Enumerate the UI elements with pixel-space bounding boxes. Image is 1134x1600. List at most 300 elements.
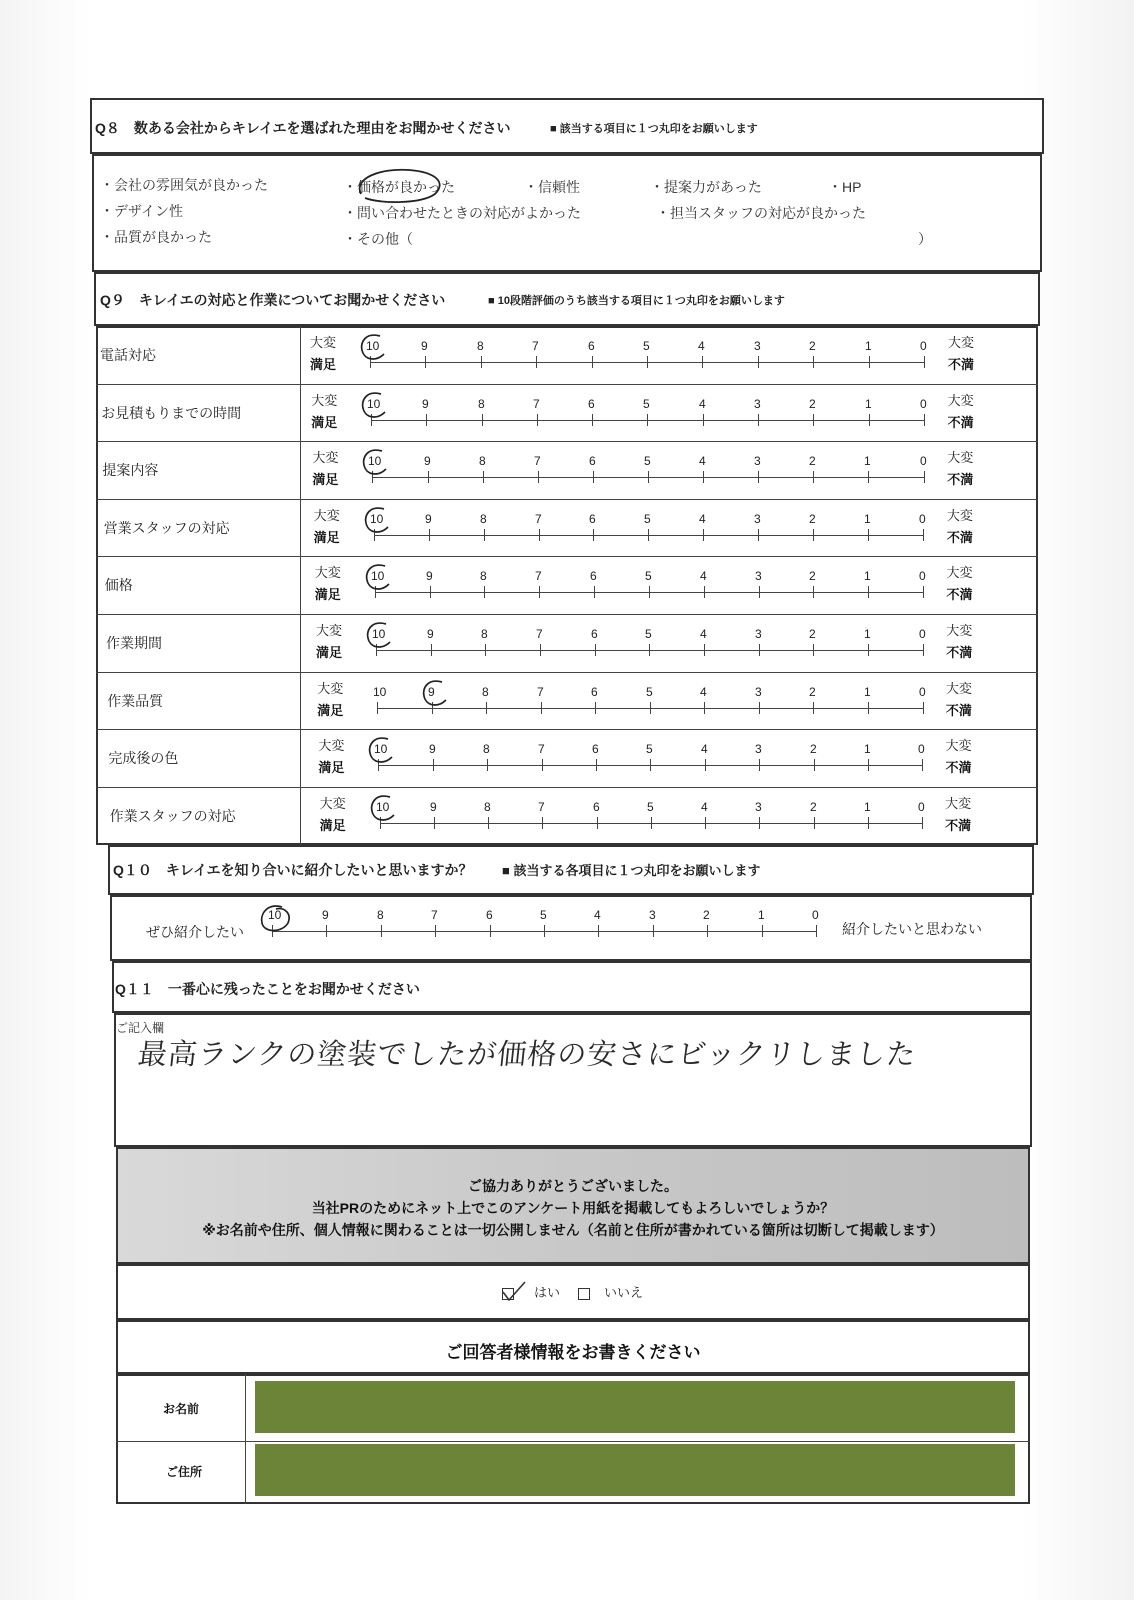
q9-scale-label: 0 xyxy=(919,627,926,641)
q9-scale-tick xyxy=(758,471,759,483)
q9-scale-tick xyxy=(923,702,924,714)
q9-scale-tick xyxy=(592,356,593,368)
q9-row-divider xyxy=(96,787,1038,788)
q9-scale-label: 6 xyxy=(588,397,595,411)
q9-scale-label: 6 xyxy=(590,569,597,583)
q9-right-bottom: 不満 xyxy=(945,703,972,718)
q9-scale-label: 1 xyxy=(864,685,871,699)
q9-scale-tick xyxy=(484,586,485,598)
q9-scale-tick xyxy=(374,529,375,541)
q9-scale-label: 3 xyxy=(755,742,762,756)
q9-row-divider xyxy=(96,384,1038,385)
q9-row-divider xyxy=(96,672,1038,673)
q9-scale-tick xyxy=(541,702,542,714)
q9-scale-label: 7 xyxy=(534,454,541,468)
q9-scale-tick xyxy=(648,471,649,483)
q9-scale-tick xyxy=(542,759,543,771)
q10-scale-tick xyxy=(381,925,382,937)
q9-row-divider xyxy=(96,614,1038,615)
q10-scale-tick xyxy=(707,925,708,937)
q10-scale-tick xyxy=(272,925,273,937)
q8-option[interactable]: ・担当スタッフの対応が良かった xyxy=(656,205,866,221)
q9-left-bottom: 満足 xyxy=(310,357,337,372)
thanks-line1: ご協力ありがとうございました。 xyxy=(468,1178,678,1194)
q8-option[interactable]: ・HP xyxy=(828,179,862,195)
q9-right-top: 大変 xyxy=(947,450,974,465)
q9-right-top: 大変 xyxy=(945,681,972,696)
q9-scale-tick xyxy=(813,471,814,483)
thanks-line3: ※お名前や住所、個人情報に関わることは一切公開しません（名前と住所が書かれている箇所は切断して掲載します） xyxy=(202,1222,944,1238)
q9-note: ■ 10段階評価のうち該当する項目に１つ丸印をお願いします xyxy=(488,295,785,307)
q9-right-bottom: 不満 xyxy=(948,357,975,372)
q9-scale-label: 0 xyxy=(920,454,927,468)
q9-scale-label: 8 xyxy=(483,742,490,756)
address-label: ご住所 xyxy=(166,1465,203,1479)
q9-scale-tick xyxy=(924,356,925,368)
q9-scale-tick xyxy=(431,644,432,656)
q9-scale-tick xyxy=(484,529,485,541)
q9-scale-tick xyxy=(647,356,648,368)
q9-left-top: 大変 xyxy=(314,565,341,580)
q9-scale-tick xyxy=(924,414,925,426)
q9-row-label: 作業品質 xyxy=(107,693,164,709)
q9-scale-label: 9 xyxy=(422,397,429,411)
q9-scale-tick xyxy=(702,356,703,368)
respondent-divider-v xyxy=(245,1374,246,1504)
q10-scale-tick xyxy=(762,925,763,937)
q9-left-bottom: 満足 xyxy=(318,760,345,775)
q9-scale-tick xyxy=(650,702,651,714)
q9-scale-label: 6 xyxy=(588,339,595,353)
q9-right-bottom: 不満 xyxy=(946,530,973,545)
respondent-divider-h xyxy=(116,1441,1030,1442)
q9-scale-tick xyxy=(924,471,925,483)
q9-scale-label: 6 xyxy=(589,454,596,468)
q9-right-top: 大変 xyxy=(946,623,973,638)
q10-title: Q１０ キレイエを知り合いに紹介したいと思いますか？ xyxy=(113,862,473,878)
q9-scale-tick xyxy=(433,759,434,771)
consent-no-checkbox[interactable] xyxy=(578,1288,590,1300)
q9-rating-table xyxy=(96,326,1038,845)
q9-scale-tick xyxy=(922,759,923,771)
q9-scale-label: 6 xyxy=(591,627,598,641)
q9-scale-tick xyxy=(595,702,596,714)
q9-right-bottom: 不満 xyxy=(946,587,973,602)
q9-scale-tick xyxy=(488,817,489,829)
q9-scale-label: 1 xyxy=(864,742,871,756)
q9-scale-tick xyxy=(758,414,759,426)
q9-scale-tick xyxy=(814,817,815,829)
q9-scale-label: 9 xyxy=(429,742,436,756)
q8-title: Q８ 数ある会社からキレイエを選ばれた理由をお聞かせください xyxy=(95,120,511,136)
q9-row-divider xyxy=(96,499,1038,500)
q9-left-top: 大変 xyxy=(311,393,338,408)
q9-scale-label: 2 xyxy=(809,569,816,583)
q9-right-top: 大変 xyxy=(945,738,972,753)
q9-row-divider xyxy=(96,729,1038,730)
q9-row-label: お見積もりまでの時間 xyxy=(101,405,242,421)
q9-left-top: 大変 xyxy=(318,738,345,753)
q9-scale-label: 1 xyxy=(865,397,872,411)
q9-scale-tick xyxy=(592,414,593,426)
q9-right-bottom: 不満 xyxy=(945,760,972,775)
q9-scale-label: 10 xyxy=(376,800,390,814)
q9-scale-tick xyxy=(759,586,760,598)
q9-left-bottom: 満足 xyxy=(312,472,339,487)
q9-scale-tick xyxy=(370,356,371,368)
q9-right-bottom: 不満 xyxy=(946,645,973,660)
q10-scale-label: 3 xyxy=(649,908,656,922)
q9-label-divider xyxy=(300,326,301,845)
q9-scale-tick xyxy=(539,586,540,598)
q9-scale-label: 1 xyxy=(864,512,871,526)
q9-scale-tick xyxy=(758,529,759,541)
q11-answer-box xyxy=(114,1013,1032,1147)
q9-scale-tick xyxy=(868,471,869,483)
q10-scale-label: 10 xyxy=(268,908,282,922)
q8-option[interactable]: ・価格が良かった xyxy=(343,179,455,195)
q9-row-divider xyxy=(96,441,1038,442)
q9-row-label: 完成後の色 xyxy=(108,750,179,766)
q9-scale-label: 5 xyxy=(643,339,650,353)
q9-scale-label: 0 xyxy=(919,512,926,526)
q9-scale-label: 1 xyxy=(864,569,871,583)
q9-scale-tick xyxy=(430,586,431,598)
q9-right-top: 大変 xyxy=(947,393,974,408)
q9-scale-label: 2 xyxy=(809,512,816,526)
q9-scale-tick xyxy=(432,702,433,714)
q9-scale-tick xyxy=(375,586,376,598)
q9-scale-tick xyxy=(923,644,924,656)
q9-scale-tick xyxy=(487,759,488,771)
q9-scale-label: 9 xyxy=(427,627,434,641)
q8-option[interactable]: ・デザイン性 xyxy=(100,203,184,219)
q9-scale-label: 3 xyxy=(755,569,762,583)
q9-scale-label: 9 xyxy=(430,800,437,814)
q9-scale-label: 3 xyxy=(754,397,761,411)
q9-scale-label: 6 xyxy=(591,685,598,699)
q9-scale-tick xyxy=(649,644,650,656)
q8-option[interactable]: ） xyxy=(918,231,932,247)
q9-scale-tick xyxy=(813,702,814,714)
q9-scale-label: 10 xyxy=(366,339,380,353)
q9-scale-tick xyxy=(483,471,484,483)
q9-scale-label: 2 xyxy=(810,800,817,814)
q9-scale-tick xyxy=(425,356,426,368)
q9-scale-label: 8 xyxy=(482,685,489,699)
q9-scale-tick xyxy=(813,414,814,426)
q10-scale-tick xyxy=(653,925,654,937)
q10-note: ■ 該当する各項目に１つ丸印をお願いします xyxy=(502,863,761,878)
q9-scale-tick xyxy=(540,644,541,656)
q9-left-bottom: 満足 xyxy=(313,530,340,545)
q9-left-top: 大変 xyxy=(317,681,344,696)
q9-scale-label: 8 xyxy=(481,627,488,641)
q10-scale-label: 5 xyxy=(540,908,547,922)
q9-scale-tick xyxy=(759,759,760,771)
q9-scale-label: 7 xyxy=(533,397,540,411)
q9-scale-label: 10 xyxy=(373,685,387,699)
q9-scale-label: 2 xyxy=(810,742,817,756)
q10-scale-label: 4 xyxy=(594,908,601,922)
q9-scale-label: 9 xyxy=(428,685,435,699)
q9-scale-label: 1 xyxy=(864,454,871,468)
q9-left-top: 大変 xyxy=(319,796,346,811)
q9-scale-label: 6 xyxy=(589,512,596,526)
q9-scale-label: 3 xyxy=(754,512,761,526)
q9-scale-label: 4 xyxy=(699,454,706,468)
q9-scale-tick xyxy=(704,586,705,598)
q9-scale-label: 4 xyxy=(699,512,706,526)
q10-scale-tick xyxy=(816,925,817,937)
q9-scale-label: 10 xyxy=(367,397,381,411)
q8-option[interactable]: ・信頼性 xyxy=(524,179,580,195)
q9-scale-tick xyxy=(923,529,924,541)
q9-scale-label: 5 xyxy=(644,512,651,526)
q9-scale-label: 4 xyxy=(701,800,708,814)
q9-scale-label: 0 xyxy=(919,569,926,583)
consent-no-label: いいえ xyxy=(604,1285,644,1300)
q9-scale-tick xyxy=(703,471,704,483)
q10-scale-label: 2 xyxy=(703,908,710,922)
q10-scale-tick xyxy=(326,925,327,937)
q9-scale-tick xyxy=(377,702,378,714)
q9-scale-tick xyxy=(813,586,814,598)
name-label: お名前 xyxy=(163,1402,200,1416)
q9-scale-label: 7 xyxy=(535,569,542,583)
q9-scale-label: 2 xyxy=(809,454,816,468)
q9-scale-tick xyxy=(868,586,869,598)
q9-right-top: 大変 xyxy=(946,508,973,523)
q9-scale-tick xyxy=(758,356,759,368)
q9-scale-label: 7 xyxy=(538,742,545,756)
q9-scale-tick xyxy=(482,414,483,426)
q8-option[interactable]: ・問い合わせたときの対応がよかった xyxy=(343,205,581,221)
q9-scale-tick xyxy=(542,817,543,829)
q9-scale-label: 4 xyxy=(700,627,707,641)
q9-scale-tick xyxy=(595,644,596,656)
q9-scale-tick xyxy=(380,817,381,829)
q9-scale-label: 10 xyxy=(374,742,388,756)
q9-scale-label: 4 xyxy=(701,742,708,756)
q9-scale-tick xyxy=(759,702,760,714)
q9-scale-label: 6 xyxy=(593,800,600,814)
q9-scale-tick xyxy=(536,356,537,368)
q9-scale-tick xyxy=(481,356,482,368)
q9-right-bottom: 不満 xyxy=(945,818,972,833)
q9-scale-label: 5 xyxy=(644,454,651,468)
q9-scale-tick xyxy=(705,817,706,829)
q9-scale-tick xyxy=(428,471,429,483)
address-redaction xyxy=(255,1444,1015,1496)
q9-scale-label: 1 xyxy=(865,339,872,353)
q9-left-bottom: 満足 xyxy=(317,703,344,718)
consent-box xyxy=(116,1264,1030,1320)
q9-scale-tick xyxy=(869,356,870,368)
q9-scale-tick xyxy=(485,644,486,656)
q9-left-bottom: 満足 xyxy=(314,587,341,602)
q9-scale-label: 3 xyxy=(755,685,762,699)
q9-scale-label: 4 xyxy=(699,397,706,411)
q10-scale-label: 8 xyxy=(377,908,384,922)
q9-scale-tick xyxy=(651,817,652,829)
q10-scale-label: 7 xyxy=(431,908,438,922)
q9-row-label: 営業スタッフの対応 xyxy=(103,520,230,536)
q9-scale-label: 2 xyxy=(809,627,816,641)
q9-scale-tick xyxy=(538,471,539,483)
q9-right-top: 大変 xyxy=(946,565,973,580)
q9-scale-label: 8 xyxy=(478,397,485,411)
q9-scale-label: 3 xyxy=(754,454,761,468)
q9-scale-tick xyxy=(486,702,487,714)
q10-scale-label: 6 xyxy=(486,908,493,922)
q9-scale-label: 9 xyxy=(421,339,428,353)
q9-scale-label: 8 xyxy=(477,339,484,353)
q9-scale-tick xyxy=(923,586,924,598)
q9-left-top: 大変 xyxy=(313,508,340,523)
q9-scale-label: 9 xyxy=(426,569,433,583)
q10-scale-tick xyxy=(544,925,545,937)
q9-scale-label: 7 xyxy=(538,800,545,814)
q9-scale-tick xyxy=(705,759,706,771)
q9-scale-tick xyxy=(868,702,869,714)
q9-scale-label: 9 xyxy=(424,454,431,468)
q9-scale-label: 4 xyxy=(698,339,705,353)
q8-option[interactable]: ・提案力があった xyxy=(650,179,762,195)
q9-scale-tick xyxy=(868,759,869,771)
respondent-title: ご回答者様情報をお書きください xyxy=(445,1343,701,1362)
q9-right-top: 大変 xyxy=(948,335,975,350)
consent-yes-label: はい xyxy=(534,1285,561,1300)
q9-scale-tick xyxy=(596,759,597,771)
q11-title: Q１１ 一番心に残ったことをお聞かせください xyxy=(115,981,420,997)
q9-scale-tick xyxy=(426,414,427,426)
q9-scale-tick xyxy=(539,529,540,541)
q8-option[interactable]: ・その他（ xyxy=(343,231,413,247)
q11-handwritten-answer: 最高ランクの塗装でしたが価格の安さにビックリしました xyxy=(136,1037,919,1071)
q10-scale-tick xyxy=(490,925,491,937)
q9-scale-label: 7 xyxy=(536,627,543,641)
q9-scale-label: 2 xyxy=(809,339,816,353)
q9-scale-label: 4 xyxy=(700,569,707,583)
q10-scale-tick xyxy=(598,925,599,937)
q9-scale-tick xyxy=(593,471,594,483)
q9-scale-label: 10 xyxy=(368,454,382,468)
q9-scale-tick xyxy=(537,414,538,426)
q9-scale-tick xyxy=(371,414,372,426)
q9-scale-label: 10 xyxy=(370,512,384,526)
q9-scale-label: 1 xyxy=(864,800,871,814)
q10-scale-tick xyxy=(435,925,436,937)
q9-right-top: 大変 xyxy=(945,796,972,811)
q9-scale-tick xyxy=(868,644,869,656)
q9-scale-label: 5 xyxy=(647,800,654,814)
q9-scale-tick xyxy=(868,529,869,541)
q9-row-label: 作業スタッフの対応 xyxy=(109,808,236,824)
q9-scale-label: 5 xyxy=(646,742,653,756)
q9-right-bottom: 不満 xyxy=(947,415,974,430)
q9-scale-label: 3 xyxy=(755,627,762,641)
q9-scale-label: 8 xyxy=(484,800,491,814)
q9-scale-label: 0 xyxy=(918,800,925,814)
q9-scale-label: 7 xyxy=(535,512,542,526)
q9-scale-label: 1 xyxy=(864,627,871,641)
q9-scale-tick xyxy=(703,414,704,426)
consent-yes-checkbox[interactable] xyxy=(502,1288,514,1300)
q9-scale-tick xyxy=(378,759,379,771)
q11-box-label: ご記入欄 xyxy=(116,1021,165,1035)
q9-scale-label: 5 xyxy=(646,685,653,699)
q9-title: Q９ キレイエの対応と作業についてお聞かせください xyxy=(100,292,446,308)
q9-scale-tick xyxy=(704,702,705,714)
q9-scale-tick xyxy=(868,817,869,829)
q9-scale-label: 6 xyxy=(592,742,599,756)
q9-row-label: 提案内容 xyxy=(102,462,159,478)
q9-scale-tick xyxy=(813,529,814,541)
q9-row-label: 電話対応 xyxy=(100,347,156,363)
q9-scale-label: 8 xyxy=(479,454,486,468)
q9-scale-tick xyxy=(759,644,760,656)
q9-scale-tick xyxy=(597,817,598,829)
q9-scale-label: 10 xyxy=(371,569,385,583)
q10-scale-label: 9 xyxy=(322,908,329,922)
q9-scale-label: 10 xyxy=(372,627,386,641)
q8-option[interactable]: ・品質が良かった xyxy=(100,229,212,245)
q9-left-top: 大変 xyxy=(316,623,343,638)
q9-scale-label: 2 xyxy=(809,397,816,411)
q9-scale-tick xyxy=(813,644,814,656)
q9-scale-tick xyxy=(594,586,595,598)
q10-scale-label: 1 xyxy=(758,908,765,922)
q9-row-label: 作業期間 xyxy=(106,635,162,651)
q9-scale-label: 0 xyxy=(919,685,926,699)
q9-scale-label: 3 xyxy=(754,339,761,353)
q9-scale-label: 7 xyxy=(532,339,539,353)
q9-scale-label: 8 xyxy=(480,569,487,583)
q9-scale-tick xyxy=(648,529,649,541)
q9-scale-tick xyxy=(650,759,651,771)
q9-right-bottom: 不満 xyxy=(947,472,974,487)
q9-left-bottom: 満足 xyxy=(316,645,343,660)
q9-scale-tick xyxy=(649,586,650,598)
name-redaction xyxy=(255,1381,1015,1433)
q9-row-label: 価格 xyxy=(104,577,133,593)
q9-scale-label: 7 xyxy=(537,685,544,699)
q9-scale-tick xyxy=(372,471,373,483)
thanks-line2: 当社PRのためにネット上でこのアンケート用紙を掲載してもよろしいでしょうか？ xyxy=(311,1200,835,1216)
q9-scale-tick xyxy=(647,414,648,426)
q9-scale-label: 8 xyxy=(480,512,487,526)
q8-option[interactable]: ・会社の雰囲気が良かった xyxy=(100,177,268,193)
q9-left-top: 大変 xyxy=(312,450,339,465)
q9-scale-label: 2 xyxy=(809,685,816,699)
q9-scale-label: 4 xyxy=(700,685,707,699)
q9-scale-label: 5 xyxy=(645,569,652,583)
q8-note: ■ 該当する項目に１つ丸印をお願いします xyxy=(550,123,758,135)
q10-left-label: ぜひ紹介したい xyxy=(146,924,244,940)
q10-scale-label: 0 xyxy=(812,908,819,922)
q10-right-label: 紹介したいと思わない xyxy=(842,921,982,937)
q9-scale-tick xyxy=(922,817,923,829)
q9-scale-label: 0 xyxy=(918,742,925,756)
q9-left-top: 大変 xyxy=(310,335,337,350)
q9-left-bottom: 満足 xyxy=(319,818,346,833)
q9-scale-label: 5 xyxy=(645,627,652,641)
q9-scale-tick xyxy=(869,414,870,426)
q9-left-bottom: 満足 xyxy=(311,415,338,430)
q9-scale-label: 0 xyxy=(920,397,927,411)
q9-scale-label: 5 xyxy=(643,397,650,411)
